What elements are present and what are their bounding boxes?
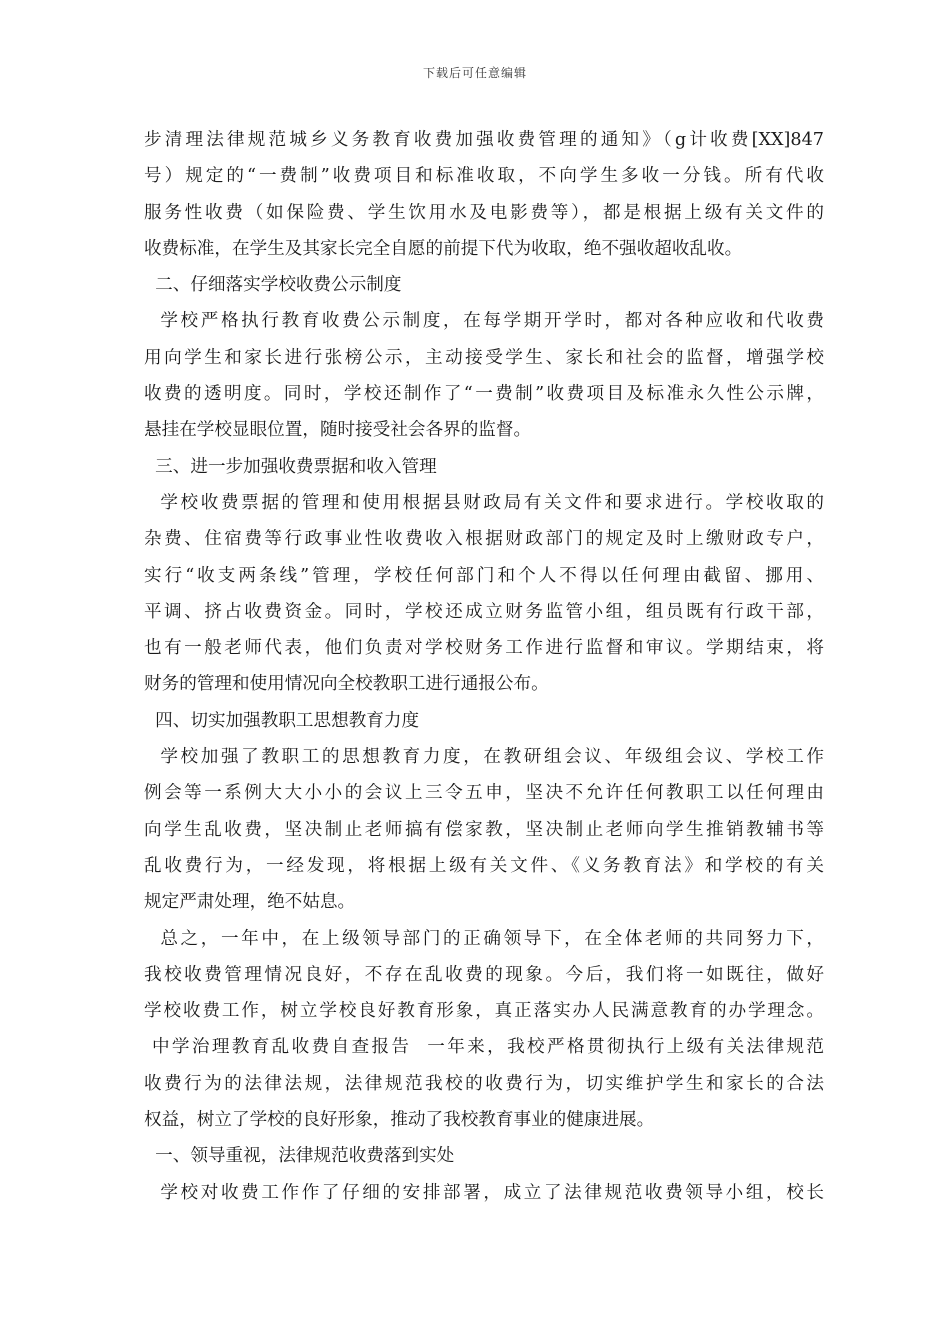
text-line: 一、领导重视，法律规范收费落到实处 (144, 1146, 455, 1167)
text-line: 二、仔细落实学校收费公示制度 (144, 275, 402, 296)
text-line: 号）规定的“一费制”收费项目和标准收取，不向学生多收一分钱。所有代收 (144, 166, 824, 187)
text-line: 中学治理教育乱收费自查报告 一年来，我校严格贯彻执行上级有关法律规范 (144, 1037, 824, 1058)
text-line: 杂费、住宿费等行政事业性收费收入根据财政部门的规定及时上缴财政专户， (144, 529, 824, 550)
document-body (144, 122, 824, 1211)
text-line: 学校严格执行教育收费公示制度，在每学期开学时，都对各种应收和代收费 (144, 311, 824, 332)
text-line: 收费标准，在学生及其家长完全自愿的前提下代为收取，绝不强收超收乱收。 (144, 238, 743, 259)
text-line: 平调、挤占收费资金。同时，学校还成立财务监管小组，组员既有行政干部， (144, 601, 824, 622)
text-line: 例会等一系例大大小小的会议上三令五申，坚决不允许任何教职工以任何理由 (144, 783, 824, 804)
text-line: 学校收费工作，树立学校良好教育形象，真正落实办人民满意教育的办学理念。 (144, 1001, 824, 1022)
text-line: 向学生乱收费，坚决制止老师搞有偿家教，坚决制止老师向学生推销教辅书等 (144, 819, 824, 840)
text-line: 四、切实加强教职工思想教育力度 (144, 710, 420, 731)
text-line: 三、进一步加强收费票据和收入管理 (144, 456, 437, 477)
text-line: 收费的透明度。同时，学校还制作了“一费制”收费项目及标准永久性公示牌， (144, 384, 824, 405)
text-line: 总之，一年中，在上级领导部门的正确领导下，在全体老师的共同努力下， (144, 928, 824, 949)
text-line: 服务性收费（如保险费、学生饮用水及电影费等），都是根据上级有关文件的 (144, 202, 824, 223)
text-line: 学校对收费工作作了仔细的安排部署，成立了法律规范收费领导小组，校长 (144, 1182, 824, 1203)
text-line: 收费行为的法律法规，法律规范我校的收费行为，切实维护学生和家长的合法 (144, 1073, 824, 1094)
text-line: 悬挂在学校显眼位置，随时接受社会各界的监督。 (144, 420, 532, 441)
text-line: 也有一般老师代表，他们负责对学校财务工作进行监督和审议。学期结束，将 (144, 638, 824, 659)
page-header: 下载后可任意编辑 (422, 66, 527, 80)
text-line: 规定严肃处理，绝不姑息。 (144, 892, 356, 913)
text-line: 步清理法律规范城乡义务教育收费加强收费管理的通知》（g计收费[XX]847 (144, 130, 824, 150)
text-line: 用向学生和家长进行张榜公示，主动接受学生、家长和社会的监督，增强学校 (144, 347, 824, 368)
text-line: 实行“收支两条线”管理，学校任何部门和个人不得以任何理由截留、挪用、 (144, 565, 824, 586)
text-line: 财务的管理和使用情况向全校教职工进行通报公布。 (144, 674, 549, 695)
text-line: 我校收费管理情况良好，不存在乱收费的现象。今后，我们将一如既往，做好 (144, 964, 824, 985)
text-line: 权益，树立了学校的良好形象，推动了我校教育事业的健康进展。 (144, 1110, 655, 1131)
text-line: 学校收费票据的管理和使用根据县财政局有关文件和要求进行。学校收取的 (144, 492, 824, 513)
text-line: 学校加强了教职工的思想教育力度，在教研组会议、年级组会议、学校工作 (144, 747, 824, 768)
text-line: 乱收费行为，一经发现，将根据上级有关文件、《义务教育法》和学校的有关 (144, 855, 824, 876)
